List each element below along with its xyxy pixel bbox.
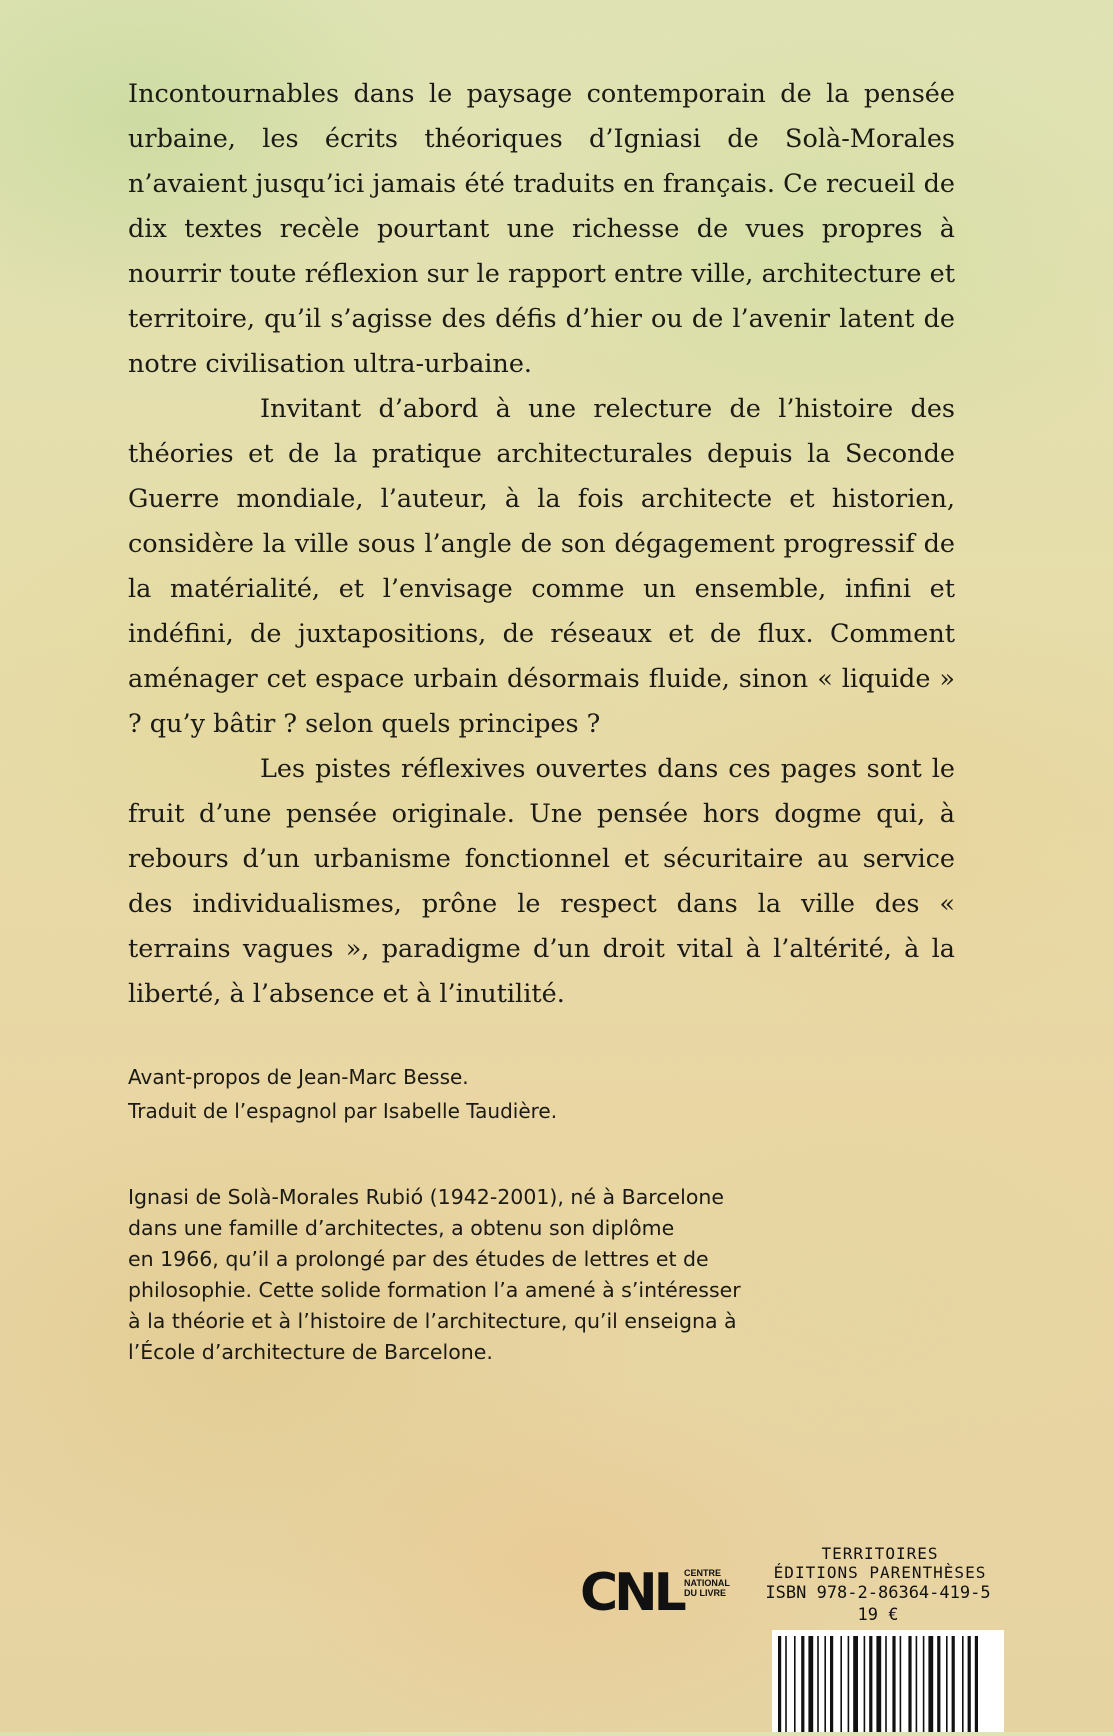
cnl-logo-line: DU LIVRE bbox=[684, 1588, 727, 1598]
summary-paragraph-2: Invitant d’abord à une relecture de l’histoire des théories et de la pratique architecturales depuis la Seconde Guerre mondiale, l’auteur, à la fois architecte et historien, considère la ville sous l’angle de son dégagement progressif de la matérialité, et l’envisage comme un ensemble, infini et indéfini, de juxtapositions, de réseaux et de flux. Comment aménager cet espace urbain désormais fluide, sinon « liquide » ? qu’y bâtir ? selon quels principes ? bbox=[128, 394, 955, 739]
barcode-bar bbox=[975, 1636, 978, 1732]
credits bbox=[128, 1060, 828, 1128]
barcode-bar bbox=[817, 1636, 819, 1732]
cnl-logo-line: NATIONAL bbox=[684, 1578, 730, 1588]
barcode-bar bbox=[946, 1636, 948, 1732]
bio-line: dans une famille d’architectes, a obtenu son diplôme bbox=[128, 1216, 675, 1240]
barcode-bar bbox=[952, 1636, 955, 1732]
barcode-bar bbox=[840, 1636, 842, 1732]
publisher-block bbox=[760, 1544, 1000, 1582]
author-bio bbox=[128, 1182, 741, 1368]
bio-line: à la théorie et à l’histoire de l’architecture, qu’il enseigna à bbox=[128, 1309, 737, 1333]
isbn: ISBN 978-2-86364-419-5 bbox=[765, 1583, 991, 1603]
barcode-bar bbox=[923, 1636, 925, 1732]
barcode-bar bbox=[869, 1636, 872, 1732]
foreword-credit: Avant-propos de Jean-Marc Besse. bbox=[128, 1065, 469, 1089]
price: 19 € bbox=[857, 1605, 899, 1625]
barcode-bar bbox=[968, 1636, 971, 1732]
translation-credit: Traduit de l’espagnol par Isabelle Taudière. bbox=[128, 1099, 558, 1123]
cnl-logo-line: CENTRE bbox=[684, 1568, 722, 1578]
barcode-bar bbox=[778, 1636, 781, 1732]
bio-line: philosophie. Cette solide formation l’a amené à s’intéresser bbox=[128, 1278, 741, 1302]
bio-line: l’École d’architecture de Barcelone. bbox=[128, 1340, 493, 1364]
barcode-bar bbox=[848, 1636, 850, 1732]
cnl-logo-letters: CNL bbox=[580, 1563, 683, 1623]
barcode-bar bbox=[937, 1636, 940, 1732]
barcode-bar bbox=[785, 1636, 787, 1732]
barcode-bar bbox=[824, 1636, 826, 1732]
bio-line: en 1966, qu’il a prolongé par des études de lettres et de bbox=[128, 1247, 709, 1271]
barcode-bar bbox=[908, 1636, 911, 1732]
cnl-logo-text bbox=[684, 1568, 744, 1598]
barcode-bar bbox=[962, 1636, 964, 1732]
barcode-bar bbox=[794, 1636, 796, 1732]
back-cover-summary bbox=[128, 72, 955, 1017]
barcode-bars bbox=[772, 1630, 1004, 1732]
barcode-bar bbox=[853, 1636, 858, 1732]
barcode-bar bbox=[928, 1636, 933, 1732]
bio-line: Ignasi de Solà-Morales Rubió (1942-2001), né à Barcelone bbox=[128, 1185, 724, 1209]
barcode-bar bbox=[864, 1636, 866, 1732]
barcode-bar bbox=[900, 1636, 902, 1732]
summary-paragraph-3: Les pistes réflexives ouvertes dans ces pages sont le fruit d’une pensée originale. Une pensée hors dogme qui, à rebours d’un urbanisme fonctionnel et sécuritaire au service des individualismes, prône le respect dans la ville des « terrains vagues », paradigme d’un droit vital à l’altérité, à la liberté, à l’absence et à l’inutilité. bbox=[128, 754, 955, 1009]
barcode-bar bbox=[808, 1636, 813, 1732]
cnl-logo bbox=[580, 1560, 740, 1626]
barcode-bar bbox=[892, 1636, 895, 1732]
barcode-bar bbox=[885, 1636, 887, 1732]
barcode-bar bbox=[876, 1636, 881, 1732]
collection-name: TERRITOIRES bbox=[821, 1544, 939, 1563]
barcode-bar bbox=[916, 1636, 918, 1732]
summary-paragraph-1: Incontournables dans le paysage contemporain de la pensée urbaine, les écrits théoriques d’Igniasi de Solà-Morales n’avaient jusqu’ici jamais été traduits en français. Ce recueil de dix textes recèle pourtant une richesse de vues propres à nourrir toute réflexion sur le rapport entre ville, architecture et territoire, qu’il s’agisse des défis d’hier ou de l’avenir latent de notre civilisation ultra-urbaine. bbox=[128, 79, 955, 379]
publisher-name: ÉDITIONS PARENTHÈSES bbox=[773, 1563, 987, 1582]
barcode-icon bbox=[772, 1630, 1004, 1732]
barcode-bar bbox=[801, 1636, 804, 1732]
barcode-bar bbox=[830, 1636, 833, 1732]
